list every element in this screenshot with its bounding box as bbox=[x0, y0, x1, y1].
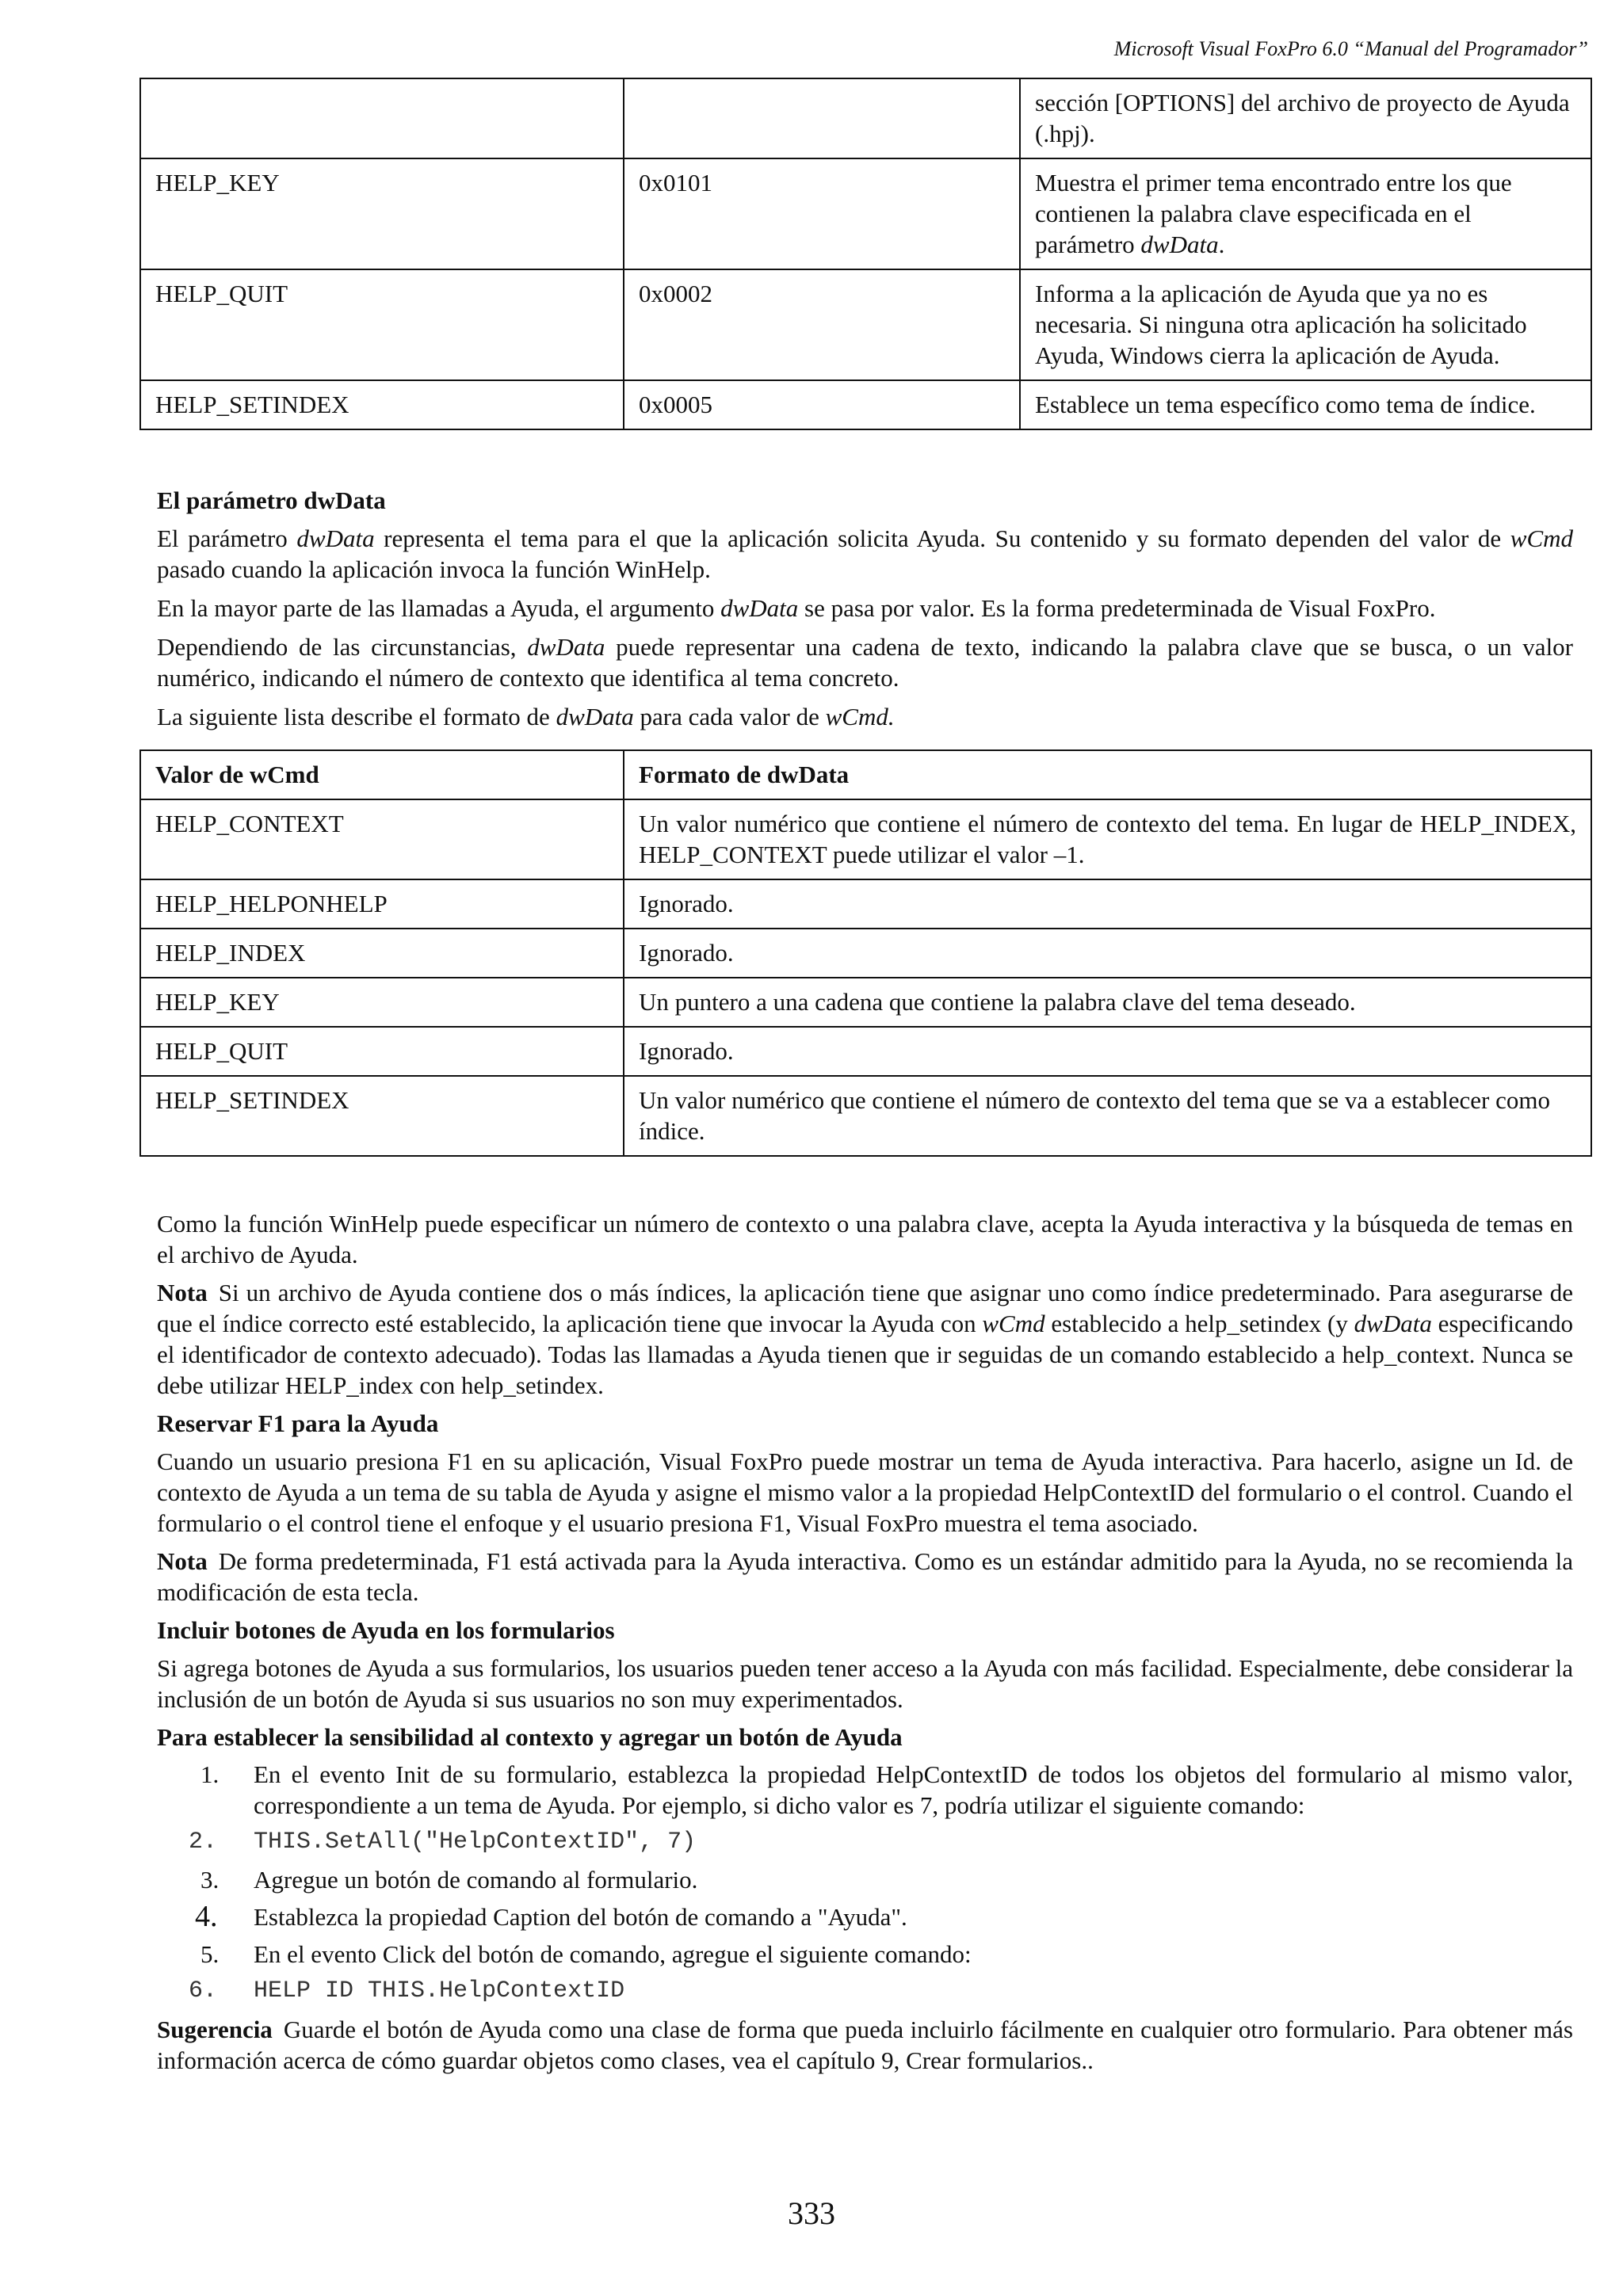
italic-term: dwData bbox=[1140, 231, 1219, 258]
paragraph bbox=[157, 701, 1573, 732]
text-run: Guarde el botón de Ayuda como una clase de forma que pueda incluirlo fácilmente en cualquier otro formulario. Para obtener más información acerca de cómo guardar objetos como clases, vea el capítulo 9, Crear formularios.. bbox=[157, 2016, 1573, 2074]
list-item bbox=[157, 1759, 1573, 1821]
text-run: establecido a help_setindex (y bbox=[1044, 1310, 1354, 1337]
list-item bbox=[157, 1901, 1573, 1932]
dwdata-format-cell: Un valor numérico que contiene el número de contexto del tema que se va a establecer como índice. bbox=[624, 1076, 1591, 1156]
text-run: representa el tema para el que la aplicación solicita Ayuda. Su contenido y su formato dependen del valor de bbox=[374, 524, 1510, 552]
table-row bbox=[140, 269, 1591, 380]
italic-term: wCmd bbox=[1510, 524, 1574, 552]
paragraph: Si agrega botones de Ayuda a sus formularios, los usuarios pueden tener acceso a la Ayuda con más facilidad. Especialmente, debe considerar la inclusión de un botón de Ayuda si sus usuarios no son muy experimentados. bbox=[157, 1654, 1573, 1713]
tip-paragraph bbox=[157, 2014, 1573, 2076]
step-text: En el evento Init de su formulario, establezca la propiedad HelpContextID de todos los objetos del formulario al mismo valor, correspondiente a un tema de Ayuda. Por ejemplo, si dicho valor es 7, podría utilizar el siguiente comando: bbox=[254, 1760, 1573, 1819]
step-number: 1. bbox=[200, 1760, 220, 1788]
table-row bbox=[140, 879, 1591, 929]
section-heading: Reservar F1 para la Ayuda bbox=[157, 1409, 439, 1437]
step-number: 4. bbox=[195, 1900, 218, 1933]
text-run: De forma predeterminada, F1 está activada para la Ayuda interactiva. Como es un estándar admitido para la Ayuda, no se recomienda la modificación de esta tecla. bbox=[157, 1547, 1573, 1606]
dwdata-format-cell: Un puntero a una cadena que contiene la palabra clave del tema deseado. bbox=[624, 978, 1591, 1027]
text-run: La siguiente lista describe el formato de bbox=[157, 703, 556, 730]
table-row bbox=[140, 1076, 1591, 1156]
text-run: Muestra el primer tema encontrado entre los que contienen la palabra clave especificada en el parámetro bbox=[1035, 169, 1512, 258]
table-header-row bbox=[140, 750, 1591, 799]
text-run: Dependiendo de las circunstancias, bbox=[157, 633, 528, 661]
constant-name-cell: HELP_SETINDEX bbox=[140, 380, 624, 429]
table-row bbox=[140, 929, 1591, 978]
step-text: En el evento Click del botón de comando, agregue el siguiente comando: bbox=[254, 1940, 972, 1968]
text-run: Si un archivo de Ayuda contiene dos o más índices, la aplicación tiene que asignar uno como índice predeterminado. Para asegurarse de que el índice correcto esté establecido, la aplicación tiene que invocar la Ayuda con bbox=[157, 1279, 1573, 1337]
dwdata-format-cell: Ignorado. bbox=[624, 929, 1591, 978]
table-row bbox=[140, 78, 1591, 158]
help-buttons-section bbox=[157, 1208, 1573, 2076]
italic-term: dwData bbox=[556, 703, 634, 730]
step-number: 5. bbox=[200, 1940, 220, 1968]
running-header: Microsoft Visual FoxPro 6.0 “Manual del Programador” bbox=[1113, 37, 1588, 60]
text-run: se pasa por valor. Es la forma predeterminada de Visual FoxPro. bbox=[798, 594, 1436, 622]
note-paragraph bbox=[157, 1546, 1573, 1608]
italic-term: dwData bbox=[527, 633, 605, 661]
wcmd-cell: HELP_QUIT bbox=[140, 1027, 624, 1076]
list-item bbox=[157, 1864, 1573, 1895]
table-row bbox=[140, 158, 1591, 269]
table-row bbox=[140, 380, 1591, 429]
page-number: 333 bbox=[788, 2195, 835, 2231]
constant-description-cell: sección [OPTIONS] del archivo de proyecto de Ayuda (.hpj). bbox=[1020, 78, 1591, 158]
column-header: Formato de dwData bbox=[624, 750, 1591, 799]
text-run: En la mayor parte de las llamadas a Ayuda, el argumento bbox=[157, 594, 721, 622]
tip-label: Sugerencia bbox=[157, 2016, 273, 2043]
help-constants-table bbox=[139, 78, 1592, 430]
constant-value-cell: 0x0101 bbox=[624, 158, 1020, 269]
column-header: Valor de wCmd bbox=[140, 750, 624, 799]
step-text: Agregue un botón de comando al formulario. bbox=[254, 1866, 698, 1894]
wcmd-cell: HELP_INDEX bbox=[140, 929, 624, 978]
text-run: especificando el identificador de contexto adecuado). Todas las llamadas a Ayuda tienen que ir seguidas de un comando establecido a help_context. Nunca se debe utilizar HELP_index con help_setindex. bbox=[157, 1310, 1573, 1399]
section-heading: Incluir botones de Ayuda en los formularios bbox=[157, 1616, 615, 1644]
wcmd-cell: HELP_CONTEXT bbox=[140, 799, 624, 879]
paragraph bbox=[157, 631, 1573, 693]
text-run: El parámetro bbox=[157, 524, 297, 552]
step-text: Establezca la propiedad Caption del botón de comando a "Ayuda". bbox=[254, 1903, 907, 1931]
text-run: puede representar una cadena de texto, indicando la palabra clave que se busca, o un valor numérico, indicando el número de contexto que identifica al tema concreto. bbox=[157, 633, 1573, 692]
text-run: . bbox=[1218, 231, 1225, 258]
constant-description-cell: Informa a la aplicación de Ayuda que ya no es necesaria. Si ninguna otra aplicación ha solicitado Ayuda, Windows cierra la aplicación de Ayuda. bbox=[1020, 269, 1591, 380]
table-row bbox=[140, 1027, 1591, 1076]
constant-name-cell bbox=[140, 78, 624, 158]
italic-term: dwData bbox=[1354, 1310, 1432, 1337]
dwdata-format-cell: Ignorado. bbox=[624, 1027, 1591, 1076]
paragraph bbox=[157, 523, 1573, 585]
text-run: pasado cuando la aplicación invoca la función WinHelp. bbox=[157, 555, 711, 583]
dwdata-format-table bbox=[139, 749, 1592, 1157]
wcmd-cell: HELP_SETINDEX bbox=[140, 1076, 624, 1156]
procedure-steps bbox=[157, 1759, 1573, 2007]
step-number: 2. bbox=[189, 1829, 218, 1855]
italic-term: dwData bbox=[296, 524, 375, 552]
constant-value-cell: 0x0002 bbox=[624, 269, 1020, 380]
table-row bbox=[140, 799, 1591, 879]
constant-name-cell: HELP_KEY bbox=[140, 158, 624, 269]
code-line bbox=[157, 1976, 1573, 2007]
table-row bbox=[140, 978, 1591, 1027]
list-item bbox=[157, 1939, 1573, 1970]
constant-description-cell bbox=[1020, 158, 1591, 269]
paragraph: Cuando un usuario presiona F1 en su aplicación, Visual FoxPro puede mostrar un tema de Ayuda interactiva. Para hacerlo, asigne un Id. de contexto de Ayuda a un tema de su tabla de Ayuda y asigne el mismo valor a la propiedad HelpContextID del formulario o el control. Cuando el formulario o el control tiene el enfoque y el usuario presiona F1, Visual FoxPro muestra el tema asociado. bbox=[157, 1447, 1573, 1537]
dwdata-format-cell: Un valor numérico que contiene el número de contexto del tema. En lugar de HELP_INDEX, HELP_CONTEXT puede utilizar el valor –1. bbox=[624, 799, 1591, 879]
italic-term: wCmd. bbox=[825, 703, 895, 730]
dwdata-format-cell: Ignorado. bbox=[624, 879, 1591, 929]
constant-value-cell bbox=[624, 78, 1020, 158]
text-run: para cada valor de bbox=[633, 703, 826, 730]
step-number: 6. bbox=[189, 1978, 218, 2004]
paragraph: Como la función WinHelp puede especificar un número de contexto o una palabra clave, acepta la Ayuda interactiva y la búsqueda de temas en el archivo de Ayuda. bbox=[157, 1210, 1573, 1268]
code-line bbox=[157, 1827, 1573, 1858]
note-paragraph bbox=[157, 1277, 1573, 1401]
wcmd-cell: HELP_HELPONHELP bbox=[140, 879, 624, 929]
note-label: Nota bbox=[157, 1547, 208, 1575]
dwdata-section bbox=[157, 485, 1573, 732]
constant-name-cell: HELP_QUIT bbox=[140, 269, 624, 380]
constant-description-cell: Establece un tema específico como tema de índice. bbox=[1020, 380, 1591, 429]
note-label: Nota bbox=[157, 1279, 208, 1306]
italic-term: dwData bbox=[720, 594, 799, 622]
paragraph bbox=[157, 593, 1573, 624]
constant-value-cell: 0x0005 bbox=[624, 380, 1020, 429]
italic-term: wCmd bbox=[982, 1310, 1045, 1337]
wcmd-cell: HELP_KEY bbox=[140, 978, 624, 1027]
procedure-heading: Para establecer la sensibilidad al contexto y agregar un botón de Ayuda bbox=[157, 1723, 903, 1751]
step-number: 3. bbox=[200, 1866, 220, 1894]
code-text: HELP ID THIS.HelpContextID bbox=[254, 1978, 625, 2004]
code-text: THIS.SetAll("HelpContextID", 7) bbox=[254, 1829, 697, 1855]
section-heading: El parámetro dwData bbox=[157, 486, 386, 514]
